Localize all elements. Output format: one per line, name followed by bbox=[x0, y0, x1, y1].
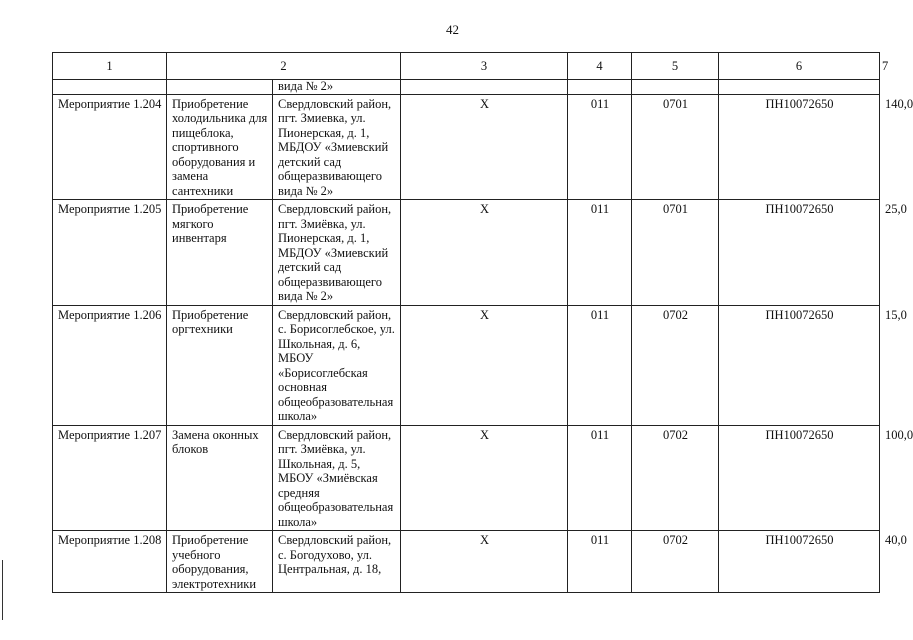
col5-cell: 011 bbox=[568, 531, 632, 593]
header-col-5: 5 bbox=[632, 53, 719, 80]
col6-cell: 0702 bbox=[632, 531, 719, 593]
col4-cell: X bbox=[401, 200, 568, 306]
event-cell: Мероприятие 1.204 bbox=[53, 94, 167, 200]
header-col-1: 1 bbox=[53, 53, 167, 80]
col6-cell: 0702 bbox=[632, 305, 719, 425]
table-row: Мероприятие 1.206 Приобретение оргтехники Свердловский район, с. Борисоглебское, ул. Школьная, д. 6, МБОУ «Борисоглебская основная общеобразовательная школа» X 011 0702 ПН10072650 15,0 bbox=[53, 305, 880, 425]
col4-cell: X bbox=[401, 94, 568, 200]
header-col-2: 2 bbox=[167, 53, 401, 80]
header-col-6: 6 bbox=[719, 53, 880, 80]
table-row: Мероприятие 1.208 Приобретение учебного оборудования, электротехники Свердловский район, с. Богодухово, ул. Центральная, д. 18, X 011 0702 ПН10072650 40,0 bbox=[53, 531, 880, 593]
table-row: Мероприятие 1.207 Замена оконных блоков Свердловский район, пгт. Змиёвка, ул. Школьная, д. 5, МБОУ «Змиёвская средняя общеобразовательная школа» X 011 0702 ПН10072650 100,0 bbox=[53, 425, 880, 531]
header-col-3: 3 bbox=[401, 53, 568, 80]
col7-cell: ПН10072650 bbox=[719, 94, 880, 200]
col5-cell: 011 bbox=[568, 425, 632, 531]
col4-cell: X bbox=[401, 531, 568, 593]
continuation-address: вида № 2» bbox=[273, 79, 401, 94]
address-cell: Свердловский район, с. Борисоглебское, ул. Школьная, д. 6, МБОУ «Борисоглебская основная общеобразовательная школа» bbox=[273, 305, 401, 425]
col4-cell: X bbox=[401, 305, 568, 425]
col6-cell: 0701 bbox=[632, 200, 719, 306]
table-row: Мероприятие 1.204 Приобретение холодильника для пищеблока, спортивного оборудования и замена сантехники Свердловский район, пгт. Змиевка, ул. Пионерская, д. 1, МБДОУ «Змиевский детский сад общеразвивающего вида № 2» X 011 0701 ПН10072650 140,0 bbox=[53, 94, 880, 200]
col7-cell: ПН10072650 bbox=[719, 305, 880, 425]
event-cell: Мероприятие 1.207 bbox=[53, 425, 167, 531]
event-cell: Мероприятие 1.206 bbox=[53, 305, 167, 425]
event-cell: Мероприятие 1.208 bbox=[53, 531, 167, 593]
scan-edge-mark bbox=[2, 560, 3, 620]
col7-cell: ПН10072650 bbox=[719, 425, 880, 531]
col4-cell: X bbox=[401, 425, 568, 531]
name-cell: Приобретение холодильника для пищеблока, спортивного оборудования и замена сантехники bbox=[167, 94, 273, 200]
col6-cell: 0701 bbox=[632, 94, 719, 200]
col5-cell: 011 bbox=[568, 305, 632, 425]
event-cell: Мероприятие 1.205 bbox=[53, 200, 167, 306]
table-row: Мероприятие 1.205 Приобретение мягкого инвентаря Свердловский район, пгт. Змиёвка, ул. Пионерская, д. 1, МБДОУ «Змиевский детский сад общеразвивающего вида № 2» X 011 0701 ПН10072650 25,0 bbox=[53, 200, 880, 306]
col5-cell: 011 bbox=[568, 200, 632, 306]
address-cell: Свердловский район, пгт. Змиевка, ул. Пионерская, д. 1, МБДОУ «Змиевский детский сад общеразвивающего вида № 2» bbox=[273, 94, 401, 200]
page-number: 42 bbox=[446, 22, 459, 37]
budget-table bbox=[52, 52, 913, 593]
col7-cell: ПН10072650 bbox=[719, 200, 880, 306]
name-cell: Замена оконных блоков bbox=[167, 425, 273, 531]
name-cell: Приобретение мягкого инвентаря bbox=[167, 200, 273, 306]
name-cell: Приобретение учебного оборудования, электротехники bbox=[167, 531, 273, 593]
address-cell: Свердловский район, пгт. Змиёвка, ул. Школьная, д. 5, МБОУ «Змиёвская средняя общеобразовательная школа» bbox=[273, 425, 401, 531]
col5-cell: 011 bbox=[568, 94, 632, 200]
name-cell: Приобретение оргтехники bbox=[167, 305, 273, 425]
header-row: 1 2 3 4 5 6 7 bbox=[53, 53, 880, 80]
address-cell: Свердловский район, с. Богодухово, ул. Центральная, д. 18, bbox=[273, 531, 401, 593]
continuation-row bbox=[53, 79, 880, 94]
col7-cell: ПН10072650 bbox=[719, 531, 880, 593]
header-col-4: 4 bbox=[568, 53, 632, 80]
col6-cell: 0702 bbox=[632, 425, 719, 531]
address-cell: Свердловский район, пгт. Змиёвка, ул. Пионерская, д. 1, МБДОУ «Змиевский детский сад общеразвивающего вида № 2» bbox=[273, 200, 401, 306]
